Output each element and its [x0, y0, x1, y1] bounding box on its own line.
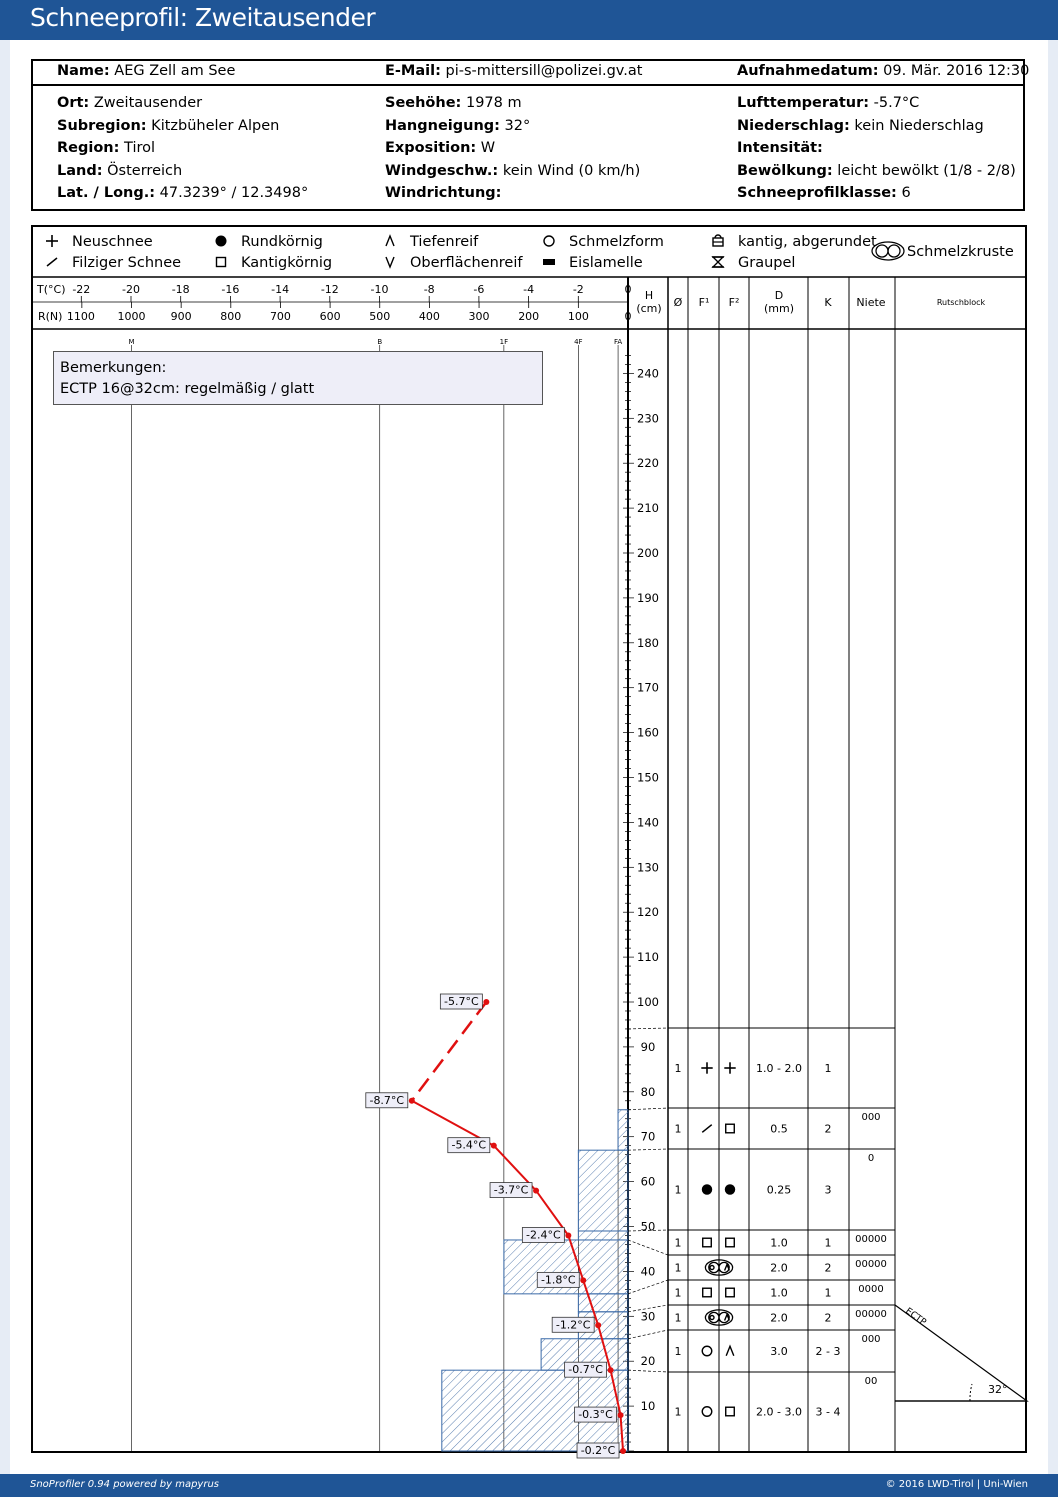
h-tick-label: 200 [637, 546, 659, 560]
caret-down-icon [386, 257, 394, 267]
axis-h-unit: (cm) [636, 302, 662, 315]
t-tick-label: 0 [624, 283, 632, 296]
temperature-point [595, 1322, 601, 1328]
cell-niete: 00000 [855, 1259, 887, 1270]
info-mid-value: 1978 m [461, 95, 522, 111]
t-tick-label: -6 [473, 283, 485, 296]
temperature-label: -0.3°C [578, 1408, 613, 1422]
layer-connector [628, 1028, 668, 1029]
circle-icon [544, 236, 554, 246]
t-tick-label: -14 [271, 283, 290, 296]
temperature-label: -0.7°C [568, 1363, 603, 1377]
h-tick-label: 170 [637, 680, 659, 695]
cell-k: 1 [824, 1062, 832, 1075]
cell-diam: 1 [674, 1261, 682, 1275]
col-header-k: K [824, 296, 832, 309]
cell-d: 2.0 [770, 1261, 788, 1275]
temperature-label: -2.4°C [526, 1228, 561, 1242]
rutschblock-angle: 32° [988, 1383, 1008, 1396]
temperature-point [565, 1232, 571, 1238]
h-tick-label: 90 [640, 1039, 656, 1054]
info-mid-label: Windrichtung: [385, 185, 502, 201]
cell-k: 2 [824, 1261, 832, 1275]
temperature-label: -5.4°C [451, 1138, 487, 1152]
remarks-title: Bemerkungen: [60, 360, 167, 376]
r-tick-label: 100 [567, 310, 589, 323]
col-header-diam: Ø [673, 296, 683, 309]
legend-label-2: Rundkörnig [241, 234, 323, 250]
info-left-label: Region: [57, 140, 120, 156]
layer-connector [628, 1330, 668, 1339]
cell-niete: 00 [864, 1376, 878, 1387]
temperature-point [618, 1412, 624, 1418]
r-tick-label: 0 [624, 310, 632, 323]
temperature-point [580, 1277, 586, 1283]
legend-label-5: Oberflächenreif [410, 255, 523, 271]
r-tick-label: 500 [369, 310, 391, 323]
melt-crust-right [888, 245, 900, 257]
email-value: pi-s-mittersill@polizei.gv.at [445, 63, 643, 79]
cell-niete: 00000 [855, 1234, 887, 1245]
info-left-label: Subregion: [57, 117, 147, 134]
r-tick-label: 900 [170, 310, 192, 323]
cell-k: 3 [824, 1183, 832, 1197]
square-icon [217, 258, 226, 267]
col-header-f1: F¹ [698, 296, 710, 309]
info-right-value: leicht bewölkt (1/8 - 2/8) [832, 162, 1016, 179]
layer-connector [628, 1370, 668, 1372]
t-tick-label: -10 [370, 283, 389, 296]
h-tick-label: 150 [637, 770, 659, 785]
hardness-bar [578, 1150, 628, 1231]
legend-label-3: Kantigkörnig [241, 255, 333, 271]
temperature-point [533, 1188, 539, 1194]
cell-d: 0.5 [770, 1122, 788, 1136]
info-mid-label: Exposition: [385, 140, 477, 156]
h-tick-label: 240 [637, 366, 659, 381]
square-icon [726, 1124, 735, 1133]
t-tick-label: -2 [572, 283, 584, 296]
cell-d: 2.0 - 3.0 [756, 1405, 802, 1419]
temperature-point [409, 1098, 415, 1104]
h-tick-label: 60 [640, 1174, 656, 1189]
info-left-label: Ort: [57, 95, 90, 111]
h-tick-label: 220 [637, 456, 659, 471]
temperature-label: -3.7°C [493, 1183, 529, 1197]
hardness-label: FA [613, 338, 623, 346]
r-tick-label: 600 [319, 310, 341, 323]
melt-crust-left [876, 245, 888, 257]
h-tick-label: 30 [640, 1309, 656, 1324]
h-tick-label: 230 [637, 411, 659, 426]
t-tick-label: -18 [171, 283, 190, 296]
temperature-label: -0.2°C [580, 1444, 616, 1457]
info-left-value: 47.3239° / 12.3498° [155, 185, 309, 201]
circle-icon [702, 1346, 712, 1356]
temperature-label: -1.2°C [555, 1318, 591, 1332]
layer-connector [628, 1108, 668, 1110]
date-value: 09. Mär. 2016 12:30 [883, 63, 1030, 79]
temperature-point [491, 1143, 497, 1149]
h-tick-label: 160 [637, 725, 659, 740]
circle-icon [710, 1266, 714, 1270]
page-title: Schneeprofil: Zweitausender [30, 3, 376, 32]
info-right-label: Intensität: [737, 140, 823, 156]
h-tick-label: 210 [637, 501, 659, 516]
info-mid-value: W [476, 140, 496, 156]
date-label: Aufnahmedatum: [737, 63, 879, 79]
hardness-label: 4F [574, 338, 583, 346]
legend-label-9: Graupel [738, 255, 796, 271]
h-tick-label: 180 [637, 635, 659, 650]
caret-up-icon [726, 1346, 734, 1356]
slash-icon [47, 258, 57, 266]
info-mid-value: kein Wind (0 km/h) [498, 162, 641, 179]
info-right-value: kein Niederschlag [849, 117, 984, 134]
t-tick-label: -20 [122, 283, 140, 296]
cell-diam: 1 [674, 1062, 682, 1075]
h-tick-label: 140 [637, 815, 659, 830]
hardness-bar [578, 1294, 628, 1312]
layer-connector [628, 1240, 668, 1255]
temperature-line-dashed [412, 1002, 487, 1101]
square-icon [726, 1288, 735, 1297]
h-tick-label: 80 [640, 1084, 656, 1099]
circle-icon [702, 1407, 712, 1417]
info-mid-label: Windgeschw.: [385, 162, 499, 179]
filled-circle-icon [702, 1184, 712, 1194]
hardness-label: M [128, 338, 135, 346]
info-left-value: Tirol [119, 140, 156, 156]
axis-t-label: T(°C) [37, 283, 66, 296]
r-tick-label: 800 [220, 310, 242, 323]
info-left-value: Zweitausender [89, 95, 203, 111]
temperature-point [620, 1448, 626, 1454]
h-tick-label: 130 [637, 860, 659, 875]
info-mid-label: Seehöhe: [385, 95, 462, 111]
cell-k: 2 [824, 1122, 832, 1136]
circle-icon [710, 1316, 714, 1320]
info-right-value: -5.7°C [869, 95, 920, 111]
legend-label-10: Schmelzkruste [907, 244, 1014, 260]
h-tick-label: 20 [640, 1354, 656, 1369]
h-tick-label: 120 [637, 905, 659, 920]
name-label: Name: [57, 63, 110, 79]
t-tick-label: -16 [221, 283, 240, 296]
legend-label-8: kantig, abgerundet [738, 234, 877, 250]
cell-d: 3.0 [770, 1345, 788, 1358]
cell-k: 3 - 4 [815, 1405, 841, 1419]
square-icon [703, 1288, 712, 1297]
t-tick-label: -12 [320, 283, 339, 296]
r-tick-label: 1100 [66, 310, 95, 323]
info-right-label: Schneeprofilklasse: [737, 185, 897, 201]
r-tick-label: 200 [518, 310, 540, 323]
cell-diam: 1 [674, 1122, 682, 1136]
r-tick-label: 400 [418, 310, 440, 323]
temperature-label: -5.7°C [444, 995, 479, 1008]
footer-credit: SnoProfiler 0.94 powered by mapyrus [30, 1479, 220, 1490]
legend-label-4: Tiefenreif [410, 234, 479, 250]
filled-circle-icon [725, 1184, 735, 1194]
info-left-value: Kitzbüheler Alpen [146, 117, 280, 134]
info-left-label: Land: [57, 162, 103, 179]
r-tick-label: 700 [269, 310, 291, 323]
cell-d: 2.0 [770, 1311, 788, 1325]
rutschblock-angle-arc [970, 1384, 972, 1401]
h-tick-label: 190 [637, 590, 659, 605]
hourglass-icon [713, 257, 723, 267]
temperature-point [483, 999, 489, 1005]
info-mid-label: Hangneigung: [385, 117, 500, 134]
cell-niete: 0 [867, 1153, 875, 1164]
info-right-label: Bewölkung: [737, 162, 833, 179]
info-right-label: Lufttemperatur: [737, 95, 870, 111]
cell-d: 0.25 [766, 1183, 792, 1197]
col-header-f2: F² [728, 296, 740, 309]
r-tick-label: 300 [468, 310, 490, 323]
hardness-bar [578, 1231, 628, 1240]
legend-label-1: Filziger Schnee [72, 255, 182, 271]
legend-label-6: Schmelzform [569, 234, 664, 250]
layer-connector [628, 1149, 668, 1150]
h-tick-label: 70 [640, 1129, 656, 1144]
col-header-d-unit: (mm) [763, 302, 795, 315]
cell-niete: 000 [861, 1334, 881, 1345]
square-icon [703, 1238, 712, 1247]
cell-d: 1.0 [770, 1236, 788, 1250]
cell-diam: 1 [674, 1183, 682, 1197]
cell-niete: 000 [861, 1112, 881, 1123]
cell-k: 2 [824, 1311, 832, 1325]
hardness-label: B [377, 338, 383, 346]
temperature-label: -8.7°C [369, 1093, 405, 1107]
layer-connector [628, 1280, 668, 1294]
caret-up-icon [386, 236, 394, 246]
legend-label-7: Eislamelle [569, 255, 643, 271]
info-left-value: Österreich [102, 162, 183, 179]
col-header-d: D [774, 289, 784, 302]
rutschblock-label: ECTP [903, 1306, 928, 1328]
cell-diam: 1 [674, 1236, 682, 1250]
square-icon [726, 1238, 735, 1247]
slash-icon [702, 1125, 712, 1133]
axis-h-label: H [644, 289, 654, 302]
footer-copyright: © 2016 LWD-Tirol | Uni-Wien [885, 1479, 1028, 1490]
temperature-label: -1.8°C [540, 1273, 576, 1287]
cell-diam: 1 [674, 1345, 682, 1358]
h-tick-label: 110 [637, 950, 659, 965]
col-header-rutschblock: Rutschblock [936, 298, 986, 307]
filled-circle-icon [216, 236, 227, 247]
r-tick-label: 1000 [117, 310, 146, 323]
info-right-value: 6 [896, 185, 911, 201]
h-tick-label: 50 [640, 1219, 656, 1234]
cell-k: 1 [824, 1286, 832, 1300]
t-tick-label: -4 [523, 283, 535, 296]
cell-k: 2 - 3 [815, 1345, 841, 1358]
axis-r-label: R(N) [38, 310, 63, 323]
temperature-point [608, 1367, 614, 1373]
cell-k: 1 [824, 1236, 832, 1250]
col-header-niete: Niete [856, 296, 886, 309]
t-tick-label: -22 [72, 283, 91, 296]
t-tick-label: -8 [423, 283, 435, 296]
square-icon [726, 1407, 735, 1416]
email-label: E-Mail: [385, 63, 441, 79]
h-tick-label: 40 [640, 1264, 656, 1279]
hardness-bar [618, 1110, 628, 1150]
cell-niete: 0000 [858, 1284, 884, 1295]
cell-d: 1.0 [770, 1286, 788, 1300]
cell-niete: 00000 [855, 1309, 887, 1320]
h-tick-label: 100 [637, 995, 659, 1009]
info-right-label: Niederschlag: [737, 117, 850, 134]
remarks-box [53, 351, 543, 405]
cell-diam: 1 [674, 1286, 682, 1300]
name-value: AEG Zell am See [114, 63, 236, 79]
info-mid-value: 32° [499, 117, 531, 134]
cell-diam: 1 [674, 1311, 682, 1325]
bar-icon [543, 259, 555, 265]
remarks-text: ECTP 16@32cm: regelmäßig / glatt [60, 381, 315, 397]
info-left-label: Lat. / Long.: [57, 185, 156, 201]
footer [0, 1474, 1058, 1497]
hardness-label: 1F [499, 338, 509, 346]
h-tick-label: 10 [640, 1399, 656, 1414]
cell-d: 1.0 - 2.0 [756, 1062, 802, 1075]
cell-diam: 1 [674, 1405, 682, 1419]
legend-label-0: Neuschnee [72, 234, 153, 250]
